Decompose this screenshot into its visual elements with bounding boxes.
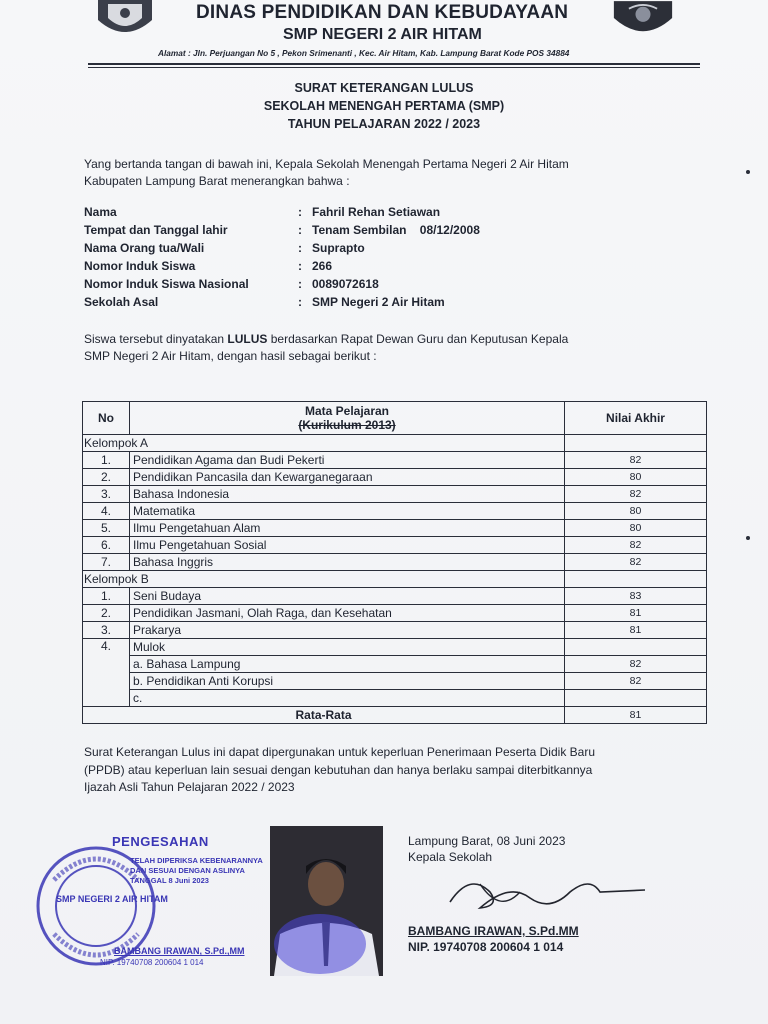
regency-emblem-icon: [94, 0, 156, 38]
colon: :: [298, 205, 302, 219]
doc-year: TAHUN PELAJARAN 2022 / 2023: [287, 117, 481, 131]
grades-table: [82, 401, 707, 724]
col-subject-header: [130, 402, 565, 435]
empty-cell: [565, 639, 707, 656]
table-row: [83, 486, 707, 503]
row-subject: Seni Budaya: [130, 588, 565, 605]
stamp-line: TANGGAL 8 Juni 2023: [130, 876, 209, 885]
average-row: [83, 707, 707, 724]
row-value: 82: [565, 656, 707, 673]
row-value: 82: [565, 452, 707, 469]
doc-title: SURAT KETERANGAN LULUS: [294, 81, 474, 95]
identity-value: 0089072618: [312, 277, 379, 291]
validation-stamp-title: PENGESAHAN: [112, 834, 209, 849]
table-row: [83, 537, 707, 554]
stamp-line: TELAH DIPERIKSA KEBENARANNYA: [130, 856, 263, 865]
doc-subtitle: SEKOLAH MENENGAH PERTAMA (SMP): [263, 99, 505, 113]
row-value: 80: [565, 520, 707, 537]
row-subject: b. Pendidikan Anti Korupsi: [130, 673, 565, 690]
colon: :: [298, 295, 302, 309]
identity-label: Nomor Induk Siswa Nasional: [84, 277, 249, 291]
agency-name: DINAS PENDIDIKAN DAN KEBUDAYAAN: [196, 2, 569, 23]
punch-mark: [746, 170, 750, 174]
row-subject: Mulok: [130, 639, 565, 656]
table-header-row: [83, 402, 707, 435]
row-value: 82: [565, 486, 707, 503]
row-subject: Bahasa Indonesia: [130, 486, 565, 503]
row-no: 3.: [83, 486, 130, 503]
colon: :: [298, 259, 302, 273]
row-subject: a. Bahasa Lampung: [130, 656, 565, 673]
closing-line-3: Ijazah Asli Tahun Pelajaran 2022 / 2023: [84, 780, 295, 794]
group-a-label: Kelompok A: [83, 435, 565, 452]
identity-label: Nomor Induk Siswa: [84, 259, 196, 273]
row-value: 80: [565, 469, 707, 486]
row-no: 4.: [83, 503, 130, 520]
graduation-status: LULUS: [227, 332, 268, 346]
group-row: [83, 571, 707, 588]
row-subject: Ilmu Pengetahuan Sosial: [130, 537, 565, 554]
row-value: 81: [565, 622, 707, 639]
statement-line-1: [84, 330, 568, 348]
row-value: 83: [565, 588, 707, 605]
table-row: [83, 503, 707, 520]
identity-label: Tempat dan Tanggal lahir: [84, 223, 228, 237]
row-no: 6.: [83, 537, 130, 554]
school-address: Alamat : Jln. Perjuangan No 5 , Pekon Srimenanti , Kec. Air Hitam, Kab. Lampung Barat Kode POS 34884: [158, 48, 570, 58]
row-subject: c.: [130, 690, 565, 707]
col-value-header: Nilai Akhir: [565, 402, 707, 435]
row-value: [565, 690, 707, 707]
row-value: 81: [565, 605, 707, 622]
row-no: 5.: [83, 520, 130, 537]
colon: :: [298, 277, 302, 291]
table-row: [83, 656, 707, 673]
empty-cell: [565, 571, 707, 588]
statement-post: berdasarkan Rapat Dewan Guru dan Keputusan Kepala: [267, 332, 569, 346]
row-subject: Pendidikan Pancasila dan Kewarganegaraan: [130, 469, 565, 486]
row-value: 82: [565, 554, 707, 571]
stamp-name: BAMBANG IRAWAN, S.Pd.,MM: [114, 946, 245, 956]
col-subject-title: Mata Pelajaran: [304, 404, 390, 418]
colon: :: [298, 241, 302, 255]
group-b-label: Kelompok B: [83, 571, 565, 588]
signature-position: Kepala Sekolah: [408, 850, 493, 864]
col-subject-curriculum: (Kurikulum 2013): [298, 418, 396, 432]
row-subject: Prakarya: [130, 622, 565, 639]
row-no: 2.: [83, 605, 130, 622]
table-row: [83, 469, 707, 486]
row-subject: Bahasa Inggris: [130, 554, 565, 571]
stamp-nip: NIP. 19740708 200604 1 014: [100, 958, 204, 967]
identity-label: Nama Orang tua/Wali: [84, 241, 205, 255]
stamp-line: DAN SESUAI DENGAN ASLINYA: [130, 866, 245, 875]
colon: :: [298, 223, 302, 237]
identity-value: Tenam Sembilan 08/12/2008: [312, 223, 480, 237]
row-subject: Pendidikan Agama dan Budi Pekerti: [130, 452, 565, 469]
validation-stamp-text: [130, 856, 263, 886]
school-logo-icon: [612, 0, 674, 38]
table-row: [83, 605, 707, 622]
row-no: 4.: [83, 639, 130, 707]
closing-line-2: (PPDB) atau keperluan lain sesuai dengan kebutuhan dan hanya berlaku sampai diterbitkannya: [84, 763, 593, 777]
identity-label: Sekolah Asal: [84, 295, 159, 309]
col-no-header: No: [83, 402, 130, 435]
group-row: [83, 435, 707, 452]
table-row: [83, 673, 707, 690]
row-value: 82: [565, 537, 707, 554]
school-name: SMP NEGERI 2 AIR HITAM: [283, 26, 482, 43]
principal-name: BAMBANG IRAWAN, S.Pd.MM: [408, 924, 579, 938]
row-value: 82: [565, 673, 707, 690]
student-photo: [270, 826, 383, 976]
row-no: 1.: [83, 588, 130, 605]
average-label: Rata-Rata: [83, 707, 565, 724]
row-no: 7.: [83, 554, 130, 571]
row-subject: Pendidikan Jasmani, Olah Raga, dan Kesehatan: [130, 605, 565, 622]
table-row: [83, 588, 707, 605]
signature-place-date: Lampung Barat, 08 Juni 2023: [408, 834, 566, 848]
empty-cell: [565, 435, 707, 452]
stamp-school: SMP NEGERI 2 AIR HITAM: [56, 894, 168, 904]
identity-value: Suprapto: [312, 241, 365, 255]
intro-line-1: Yang bertanda tangan di bawah ini, Kepala Sekolah Menengah Pertama Negeri 2 Air Hitam: [84, 157, 569, 171]
identity-value: 266: [312, 259, 333, 273]
table-row: [83, 554, 707, 571]
average-value: 81: [565, 707, 707, 724]
row-no: 3.: [83, 622, 130, 639]
statement-line-2: SMP Negeri 2 Air Hitam, dengan hasil sebagai berikut :: [84, 349, 377, 363]
row-subject: Ilmu Pengetahuan Alam: [130, 520, 565, 537]
identity-value: SMP Negeri 2 Air Hitam: [312, 295, 445, 309]
table-row: [83, 639, 707, 656]
table-row: [83, 452, 707, 469]
closing-line-1: Surat Keterangan Lulus ini dapat dipergunakan untuk keperluan Penerimaan Peserta Didik Baru: [84, 745, 595, 759]
identity-value: Fahril Rehan Setiawan: [312, 205, 441, 219]
row-value: 80: [565, 503, 707, 520]
row-no: 1.: [83, 452, 130, 469]
handwritten-signature-icon: [440, 862, 650, 922]
table-row: [83, 622, 707, 639]
header-divider: [88, 63, 700, 65]
table-row: [83, 520, 707, 537]
row-no: 2.: [83, 469, 130, 486]
row-subject: Matematika: [130, 503, 565, 520]
table-row: [83, 690, 707, 707]
principal-nip: NIP. 19740708 200604 1 014: [408, 940, 564, 954]
punch-mark: [746, 536, 750, 540]
statement-pre: Siswa tersebut dinyatakan: [84, 332, 228, 346]
header-divider-thin: [88, 67, 700, 68]
student-portrait-icon: [270, 826, 383, 976]
identity-label: Nama: [84, 205, 117, 219]
intro-line-2: Kabupaten Lampung Barat menerangkan bahwa :: [84, 174, 350, 188]
